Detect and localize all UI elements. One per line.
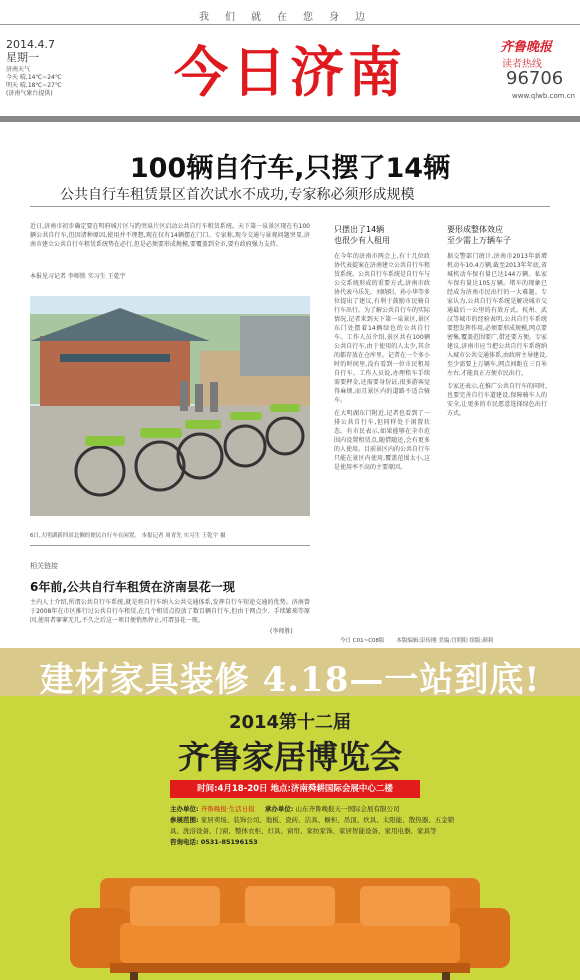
headline-divider xyxy=(30,206,550,207)
masthead-motto: 我们就在您身边 xyxy=(199,12,381,23)
col3-text: 据交警部门统计,济南市2013年新增机动车10.4万辆,截至2013年年底,省城机动车保有量已达144万辆。私家车保有量达105万辆。堵车的现象已经成为济南市民出行的一大难题。专家认为,公共自行车系统是解决城市交通最后一公里的有效方式。杭州、武汉等城市的经验表明,公共自行车系统要想发挥作用,必须要形成规模,网点要密集,覆盖范围要广,借还要方便。专家建议,济南市应当把公共自行车系统纳入城市公共交通体系,由政府主导建设,至少需要上万辆车,网点间距在三百米左右,才能真正方便市民出行。 xyxy=(447,253,547,377)
article2-text: 主内人士介绍,所谓公共自行车系统,就是将自行车纳入公共交通体系,发挥自行车短途交通的优势。济南曾于2008年在市区推行过公共自行车租赁,在几个租赁点投放了数百辆自行车,但由于网点少、手续繁琐等原因,使用者寥寥无几,不久之后这一项目便悄然停止,可谓昙花一现。 xyxy=(30,599,310,624)
column-3 xyxy=(447,224,547,418)
ad-host: 齐鲁晚报·生活日报 xyxy=(200,805,255,813)
ad-edition: 2014第十二届 xyxy=(228,712,352,733)
footer-page: 今日 C01~C08版 xyxy=(340,638,385,644)
bicycle-photo-illustration xyxy=(30,296,310,516)
sofa-illustration xyxy=(70,868,510,980)
photo-divider xyxy=(30,545,310,546)
issue-date-block xyxy=(6,38,55,64)
masthead-title: 今日济南 xyxy=(174,40,406,104)
weather-source: (济南气象台提供) xyxy=(6,90,53,97)
ad-time-place: 时间:4月18-20日 地点:济南舜耕国际会展中心二楼 xyxy=(170,780,420,798)
footer-credits: 本版编辑:彭传刚 美编:宫照阳 组版:颜莉 xyxy=(396,638,494,644)
issue-weekday: 星期一 xyxy=(6,51,39,64)
ad-phone-label: 咨询电话: xyxy=(170,838,199,846)
article2-title: 6年前,公共自行车租赁在济南昙花一现 xyxy=(30,580,235,594)
lead-paragraph: 近日,济南市初步确定要在明府城片区与趵突泉片区启动公共自行车租赁系统。天下第一泉景区现在有100辆公共自行车,但因诸种原因,使用并不理想,现在仅有14辆摆在门口。专家称,现今交通与景观问题突显,济南市建立公共自行车租赁系统势在必行,但是必须要形成规模,要覆盖到全市,要有政府强力支持。 xyxy=(30,223,310,248)
top-divider xyxy=(0,24,580,25)
page-footer xyxy=(340,636,493,644)
ad-category-row xyxy=(170,815,460,837)
column-2 xyxy=(334,224,430,472)
main-headline: 100辆自行车,只摆了14辆 xyxy=(129,153,451,184)
ad-organizer-label: 承办单位: xyxy=(264,805,294,813)
article2-credit: (李师胜) xyxy=(270,628,293,635)
col3-heading-1: 要形成整体效应 xyxy=(447,225,503,234)
ad-host-label: 主办单位: xyxy=(170,805,199,813)
ad-title: 齐鲁家居博览会 xyxy=(177,738,402,776)
ad-info xyxy=(170,804,460,848)
advertisement xyxy=(0,648,580,980)
paper-logo: 齐鲁晚报 xyxy=(500,40,553,55)
bicycle-photo xyxy=(30,296,310,516)
col3-text-2: 专家还表示,在推广公共自行车的同时,也要完善自行车道建设,保障骑车人的安全,让更多的市民愿意选择绿色出行方式。 xyxy=(447,383,547,417)
main-subhead: 公共自行车租赁景区首次试水不成功,专家称必须形成规模 xyxy=(60,187,415,203)
related-label: 相关链接 xyxy=(30,562,58,570)
weather-tomorrow: 明天 晴,18℃~27℃ xyxy=(6,82,62,89)
ad-organizer: 山东齐鲁晚报天一国际会展有限公司 xyxy=(295,805,400,813)
ad-category-label: 参展范围: xyxy=(170,816,199,824)
col2-heading-2: 也很少有人租用 xyxy=(334,236,390,245)
col2-heading-1: 只摆出了14辆 xyxy=(334,225,385,234)
col2-text: 在今年的济南市两会上,有十几位政协代表提案在济南建立公共自行车租赁系统。公共自行车系统是自行车与公交系统形成的重要方式,济南市政协代表马乐先、刘晓阳、孙小华等多位提出了建议,有利于鼓励市民骑自行车出行。为了解公共自行车的实际情况,记者来到天下第一泉景区,景区东门处摆着14辆绿色的公共自行车。工作人员介绍,景区共有100辆公共自行车,由于使用的人太少,其余的都存放在仓库里。记者在一个多小时的时间里,没有看到一位市民租用自行车。工作人员说,办理租车手续需要押金,还需要身份证,很多游客觉得麻烦,而且景区内的道路不适合骑车。 xyxy=(334,253,431,404)
ad-categories: 家居卖场、装饰公司、地板、瓷砖、洁具、橱柜、吊顶、炊具、太阳能、散热器、五金锁具、洗浴设备、门窗、整体衣柜、灯具、窗帘、家纺家饰、家居智能设备、家用电器、家具等 xyxy=(170,816,455,835)
col2-text-2: 在大明湖东门附近,记者也看到了一排公共自行车,但同样处于闲置状态。有市民表示,如果能够在全市范围内设置租赁点,随借随还,会有更多的人使用。目前景区内的公共自行车只能在景区内使用,覆盖范围太小,这是使用率不高的主要原因。 xyxy=(334,410,431,471)
hotline-label: 读者热线 xyxy=(502,59,542,70)
ad-host-row xyxy=(170,804,460,815)
issue-date: 2014.4.7 xyxy=(6,38,55,51)
ad-phone[interactable]: 0531-85196153 xyxy=(200,838,258,846)
weather-title: 济南天气 xyxy=(6,66,31,73)
ad-banner: 建材家具装修 4.18—一站到底! xyxy=(39,660,541,700)
col3-heading-2: 至少需上万辆车子 xyxy=(447,236,511,245)
header-bar xyxy=(0,116,580,122)
weather-block xyxy=(6,66,62,98)
weather-today: 今天 晴,14℃~24℃ xyxy=(6,74,62,81)
hotline-number: 96706 xyxy=(506,68,564,89)
photo-caption: 6日,大明湖新四景北侧的便民自行车在闲置。 本报记者 周青先 实习生 王乾宇 摄 xyxy=(30,533,226,539)
ad-phone-row xyxy=(170,837,460,848)
byline: 本报见习记者 李师胜 实习生 王乾宇 xyxy=(30,273,126,280)
website[interactable]: www.qlwb.com.cn xyxy=(512,92,575,100)
